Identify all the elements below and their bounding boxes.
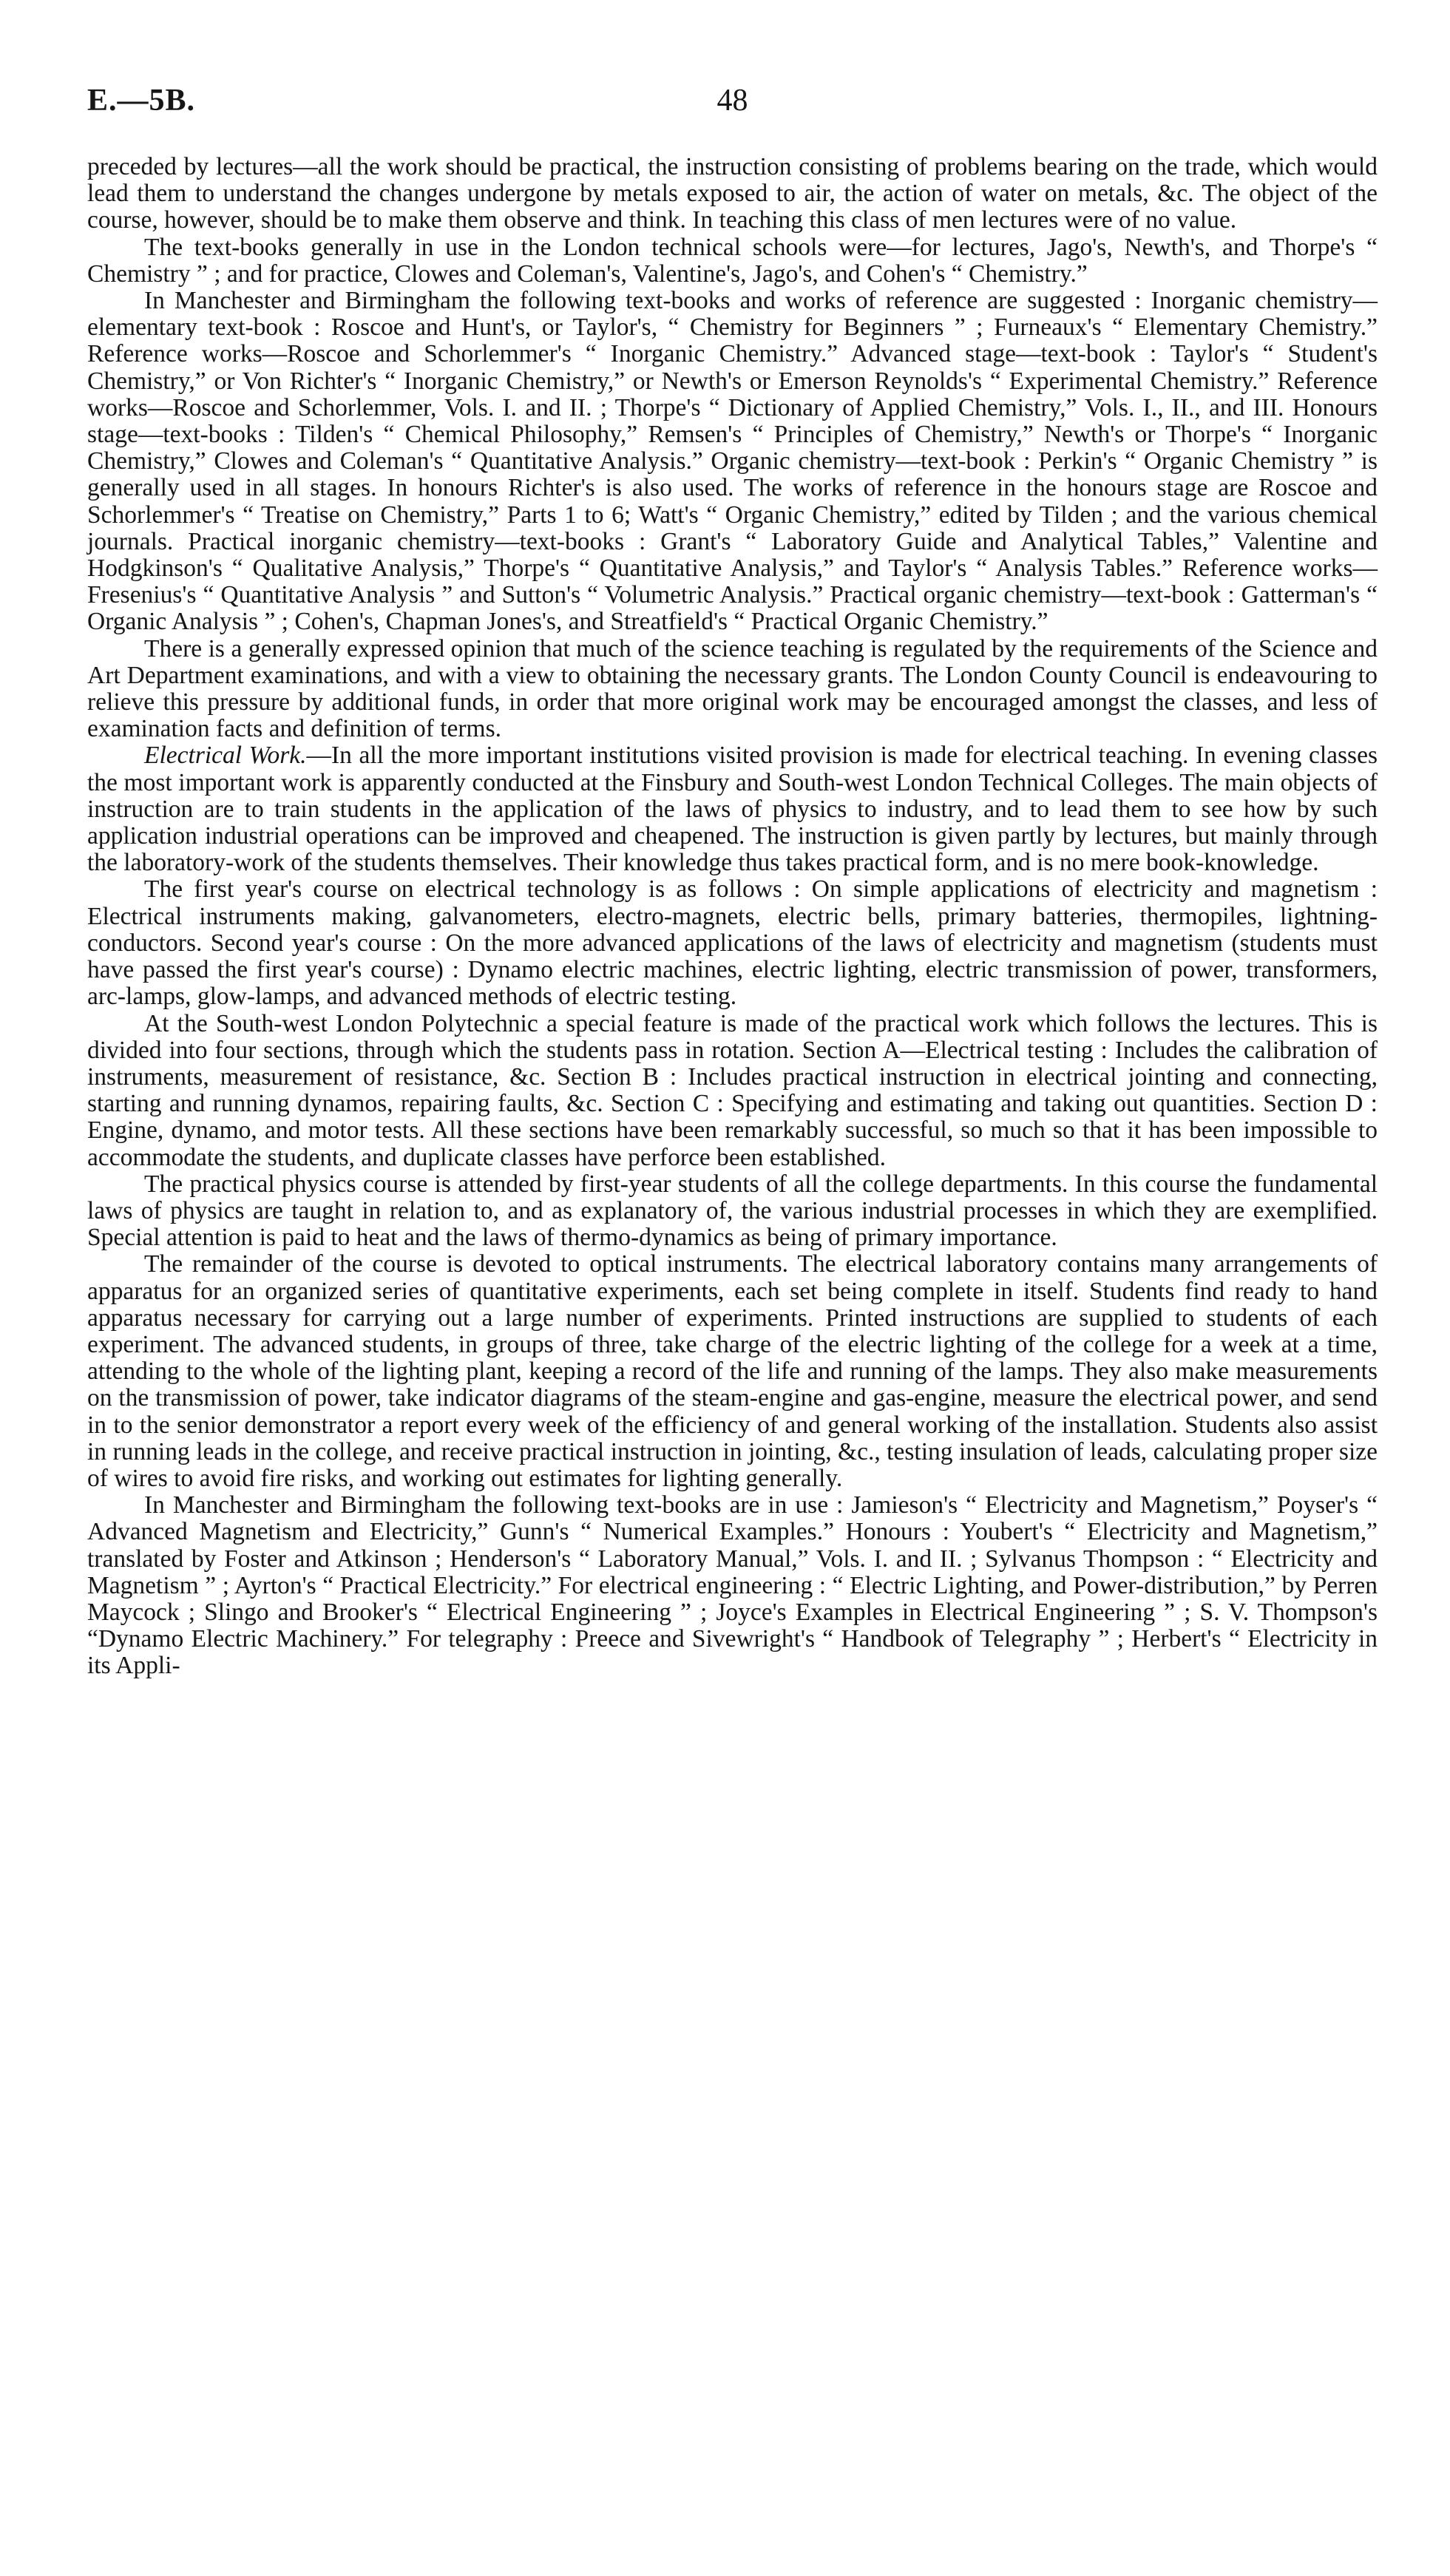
paragraph-first-year-course: The first year's course on electrical technology is as follows : On simple applications of electricity and magnetism : Electrical instruments making, galvanometers, electro-magnets, electric bells, primary batteries, thermopiles, lightning-conductors. Second year's course : On the more advanced applications of the laws of electricity and magnetism (students must have passed the first year's course) : Dynamo electric machines, electric lighting, electric transmission of power, transformers, arc-lamps, glow-lamps, and advanced methods of electric testing. bbox=[87, 875, 1378, 1011]
paragraph-continuation: preceded by lectures—all the work should be practical, the instruction consisting of problems bearing on the trade, which would lead them to understand the changes undergone by metals exposed to air, the action of water on metals, &c. The object of the course, however, should be to make them observe and think. In teaching this class of men lectures were of no value. bbox=[87, 153, 1378, 234]
paragraph-london-textbooks: The text-books generally in use in the London technical schools were—for lectures, Jago's, Newth's, and Thorpe's “ Chemistry ” ; and for practice, Clowes and Coleman's, Valentine's, Jago's, and Cohen's “ Chemistry.” bbox=[87, 233, 1378, 288]
paragraph-practical-physics: The practical physics course is attended by first-year students of all the college departments. In this course the fundamental laws of physics are taught in relation to, and as explanatory of, the various industrial processes in which they are exemplified. Special attention is paid to heat and the laws of thermo-dynamics as being of primary importance. bbox=[87, 1170, 1378, 1252]
page-header bbox=[87, 83, 1378, 135]
body-text bbox=[87, 154, 1378, 1680]
page-number: 48 bbox=[716, 84, 748, 118]
document-code: E.—5B. bbox=[87, 84, 196, 118]
run-in-heading: Electrical Work. bbox=[144, 742, 307, 770]
paragraph-polytechnic-sections: At the South-west London Polytechnic a special feature is made of the practical work which follows the lectures. This is divided into four sections, through which the students pass in rotation. Section A—Electrical testing : Includes the calibration of instruments, measurement of resistance, &c. Section B : Includes practical instruction in electrical jointing and connecting, starting and running dynamos, repairing faults, &c. Section C : Specifying and estimating and taking out quantities. Section D : Engine, dynamo, and motor tests. All these sections have been remarkably successful, so much so that it has been impossible to accommodate the students, and duplicate classes have perforce been established. bbox=[87, 1009, 1378, 1171]
paragraph-electricity-textbooks: In Manchester and Birmingham the following text-books are in use : Jamieson's “ Electricity and Magnetism,” Poyser's “ Advanced Magnetism and Electricity,” Gunn's “ Numerical Examples.” Honours : Youbert's “ Electricity and Magnetism,” translated by Foster and Atkinson ; Henderson's “ Laboratory Manual,” Vols. I. and II. ; Sylvanus Thompson : “ Electricity and Magnetism ” ; Ayrton's “ Practical Electricity.” For electrical engineering : “ Electric Lighting, and Power-distribution,” by Perren Maycock ; Slingo and Brooker's “ Electrical Engineering ” ; Joyce's Examples in Electrical Engineering ” ; S. V. Thompson's “Dynamo Electric Machinery.” For telegraphy : Preece and Sivewright's “ Handbook of Telegraphy ” ; Herbert's “ Electricity in its Appli- bbox=[87, 1491, 1378, 1680]
paragraph-electrical-work-text: —In all the more important institutions visited provision is made for electrical teaching. In evening classes the most important work is apparently conducted at the Finsbury and South-west London Technical Colleges. The main objects of instruction are to train students in the application of the laws of physics to industry, and to lead them to see how by such application industrial operations can be improved and cheapened. The instruction is given partly by lectures, but mainly through the laboratory-work of the students themselves. Their knowledge thus takes practical form, and is no mere book-knowledge. bbox=[87, 742, 1378, 877]
paragraph-optical-instruments: The remainder of the course is devoted to optical instruments. The electrical laboratory contains many arrangements of apparatus for an organized series of quantitative experiments, each set being complete in itself. Students find ready to hand apparatus necessary for carrying out a large number of experiments. Printed instructions are supplied to students of each experiment. The advanced students, in groups of three, take charge of the electric lighting of the college for a week at a time, attending to the whole of the lighting plant, keeping a record of the life and running of the lamps. They also make measurements on the transmission of power, take indicator diagrams of the steam-engine and gas-engine, measure the electrical power, and send in to the senior demonstrator a report every week of the efficiency of and general working of the installation. Students also assist in running leads in the college, and receive practical instruction in jointing, &c., testing insulation of leads, calculating proper size of wires to avoid fire risks, and working out estimates for lighting generally. bbox=[87, 1250, 1378, 1492]
paragraph-manchester-chemistry: In Manchester and Birmingham the following text-books and works of reference are suggested : Inorganic chemistry—elementary text-book : Roscoe and Hunt's, or Taylor's, “ Chemistry for Beginners ” ; Furneaux's “ Elementary Chemistry.” Reference works—Roscoe and Schorlemmer's “ Inorganic Chemistry.” Advanced stage—text-book : Taylor's “ Student's Chemistry,” or Von Richter's “ Inorganic Chemistry,” or Newth's or Emerson Reynolds's “ Experimental Chemistry.” Reference works—Roscoe and Schorlemmer, Vols. I. and II. ; Thorpe's “ Dictionary of Applied Chemistry,” Vols. I., II., and III. Honours stage—text-books : Tilden's “ Chemical Philosophy,” Remsen's “ Principles of Chemistry,” Newth's or Thorpe's “ Inorganic Chemistry,” Clowes and Coleman's “ Quantitative Analysis.” Organic chemistry—text-book : Perkin's “ Organic Chemistry ” is generally used in all stages. In honours Richter's is also used. The works of reference in the honours stage are Roscoe and Schorlemmer's “ Treatise on Chemistry,” Parts 1 to 6; Watt's “ Organic Chemistry,” edited by Tilden ; and the various chemical journals. Practical inorganic chemistry—text-books : Grant's “ Laboratory Guide and Analytical Tables,” Valentine and Hodgkinson's “ Qualitative Analysis,” Thorpe's “ Quantitative Analysis,” and Taylor's “ Analysis Tables.” Reference works—Fresenius's “ Quantitative Analysis ” and Sutton's “ Volumetric Analysis.” Practical organic chemistry—text-book : Gatterman's “ Organic Analysis ” ; Cohen's, Chapman Jones's, and Streatfield's “ Practical Organic Chemistry.” bbox=[87, 287, 1378, 636]
paragraph-science-teaching: There is a generally expressed opinion that much of the science teaching is regulated by the requirements of the Science and Art Department examinations, and with a view to obtaining the necessary grants. The London County Council is endeavouring to relieve this pressure by additional funds, in order that more original work may be encouraged amongst the classes, and less of examination facts and definition of terms. bbox=[87, 634, 1378, 743]
paragraph-electrical-work bbox=[87, 742, 1378, 876]
